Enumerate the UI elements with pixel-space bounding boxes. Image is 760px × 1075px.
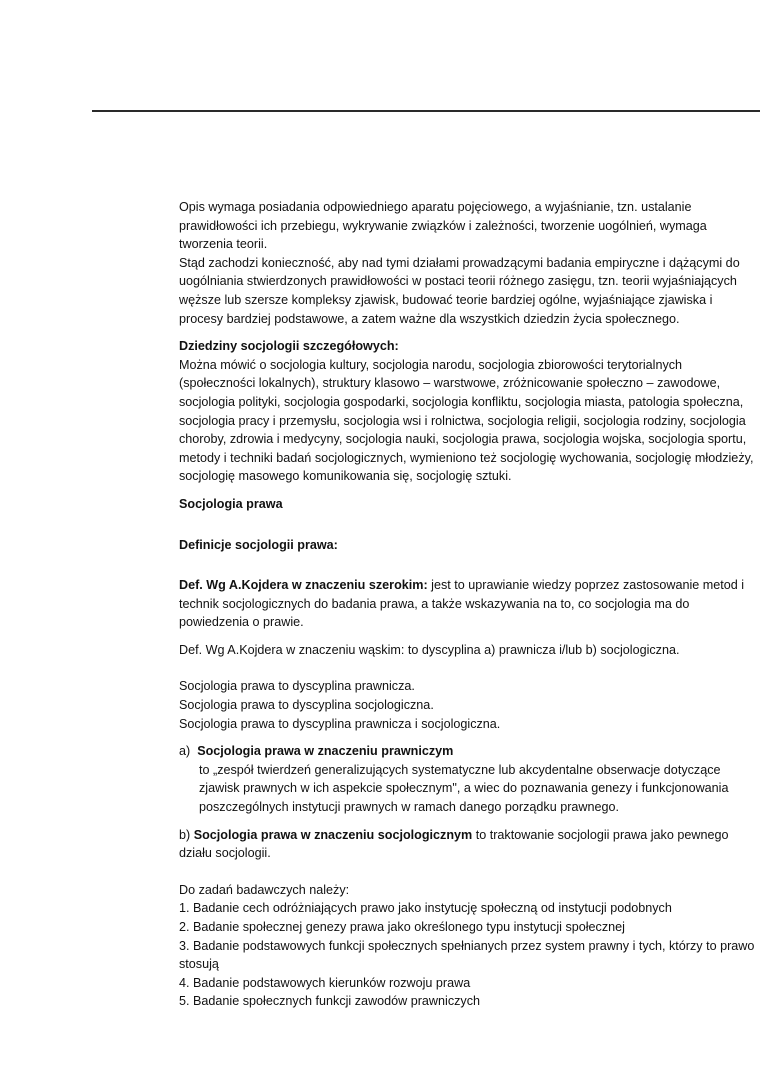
def-waskim: Def. Wg A.Kojdera w znaczeniu wąskim: to dyscyplina a) prawnicza i/lub b) socjologiczna. <box>179 642 680 657</box>
zadania-intro: Do zadań badawczych należy: <box>179 882 350 897</box>
dyscyplina-line-2: Socjologia prawa to dyscyplina socjologiczna. <box>179 698 434 713</box>
def-szerokim-label: Def. Wg A.Kojdera w znaczeniu szerokim: <box>179 578 428 593</box>
page-top-rule <box>92 110 760 112</box>
document-page <box>179 198 759 1011</box>
zadania-item-5: 5. Badanie społecznych funkcji zawodów prawniczych <box>179 994 481 1009</box>
zadania-list <box>179 899 759 1011</box>
zadania-item-2: 2. Badanie społecznej genezy prawa jako określonego typu instytucji społecznej <box>179 920 625 934</box>
item-a-title: Socjologia prawa w znaczeniu prawniczym <box>197 744 454 759</box>
item-a-marker: a) <box>179 744 191 759</box>
item-b-marker: b) <box>179 827 191 842</box>
zadania-item-4: 4. Badanie podstawowych kierunków rozwoju prawa <box>179 975 471 990</box>
item-b-text: to traktowanie socjologii prawa jako pewnego działu socjologii. <box>179 827 729 861</box>
intro-paragraph-2: Stąd zachodzi konieczność, aby nad tymi działami prowadzącymi badania empiryczne i dążącymi do uogólniania stwierdzonych prawidłowości w postaci teorii różnego zasięgu, tzn. teorii wyjaśniających węższe lub szersze kompleksy zjawisk, budować teorie bardziej ogólne, wyjaśniające zjawiska i procesy bardziej podstawowe, a zatem ważne dla wszystkich dziedzin życia społecznego. <box>179 255 740 326</box>
dyscyplina-line-3: Socjologia prawa to dyscyplina prawnicza i socjologiczna. <box>179 716 501 731</box>
item-b <box>179 826 759 863</box>
zadania-item-3: 3. Badanie podstawowych funkcji społecznych spełnianych przez system prawny i tych, którzy to prawo stosują <box>179 938 755 972</box>
dziedziny-heading: Dziedziny socjologii szczegółowych: <box>179 339 399 354</box>
def-szerokim-text: jest to uprawianie wiedzy poprzez zastosowanie metod i technik socjologicznych do badania prawa, a także wskazywania na to, co socjologia ma do powiedzenia o prawie. <box>179 578 745 630</box>
item-a-heading <box>179 742 759 761</box>
dyscyplina-line-1: Socjologia prawa to dyscyplina prawnicza. <box>179 679 415 694</box>
item-a-text: to „zespół twierdzeń generalizujących systematyczne lub akcydentalne obserwacje dotyczące zjawisk prawnych w ich aspekcie społecznym", a wiec do poznawania genezy i funkcjonowania poszczególnych instytucji prawnych w ramach danego porządku prawnego. <box>199 762 729 815</box>
def-szerokim <box>179 576 759 632</box>
definicje-heading: Definicje socjologii prawa: <box>179 537 338 552</box>
item-b-title: Socjologia prawa w znaczeniu socjologicznym <box>193 827 473 842</box>
socjologia-prawa-heading: Socjologia prawa <box>179 496 283 511</box>
dziedziny-text: Można mówić o socjologia kultury, socjologia narodu, socjologia zbiorowości terytorialnych (społeczności lokalnych), struktury klasowo – warstwowe, zróżnicowanie społeczno – zawodowe, socjologia polityki, socjologia gospodarki, socjologia konfliktu, socjologia miasta, patologia społeczna, socjologia pracy i przemysłu, socjologia wsi i rolnictwa, socjologia religii, socjologia rodziny, socjologia choroby, zdrowia i medycyny, socjologia nauki, socjologia prawa, socjologia wojska, socjologia sportu, metody i techniki badań socjologicznych, wymieniono też socjologię wychowania, socjologię młodzieży, socjologię masowego komunikowania się, socjologię sztuki. <box>179 357 754 484</box>
intro-paragraph-1: Opis wymaga posiadania odpowiedniego aparatu pojęciowego, a wyjaśnianie, tzn. ustalanie prawidłowości ich przebiegu, wykrywanie związków i zależności, tworzenie uogólnień, wymaga tworzenia teorii. <box>179 200 707 252</box>
zadania-item-1: 1. Badanie cech odróżniających prawo jako instytucję społeczną od instytucji podobnych <box>179 901 672 916</box>
